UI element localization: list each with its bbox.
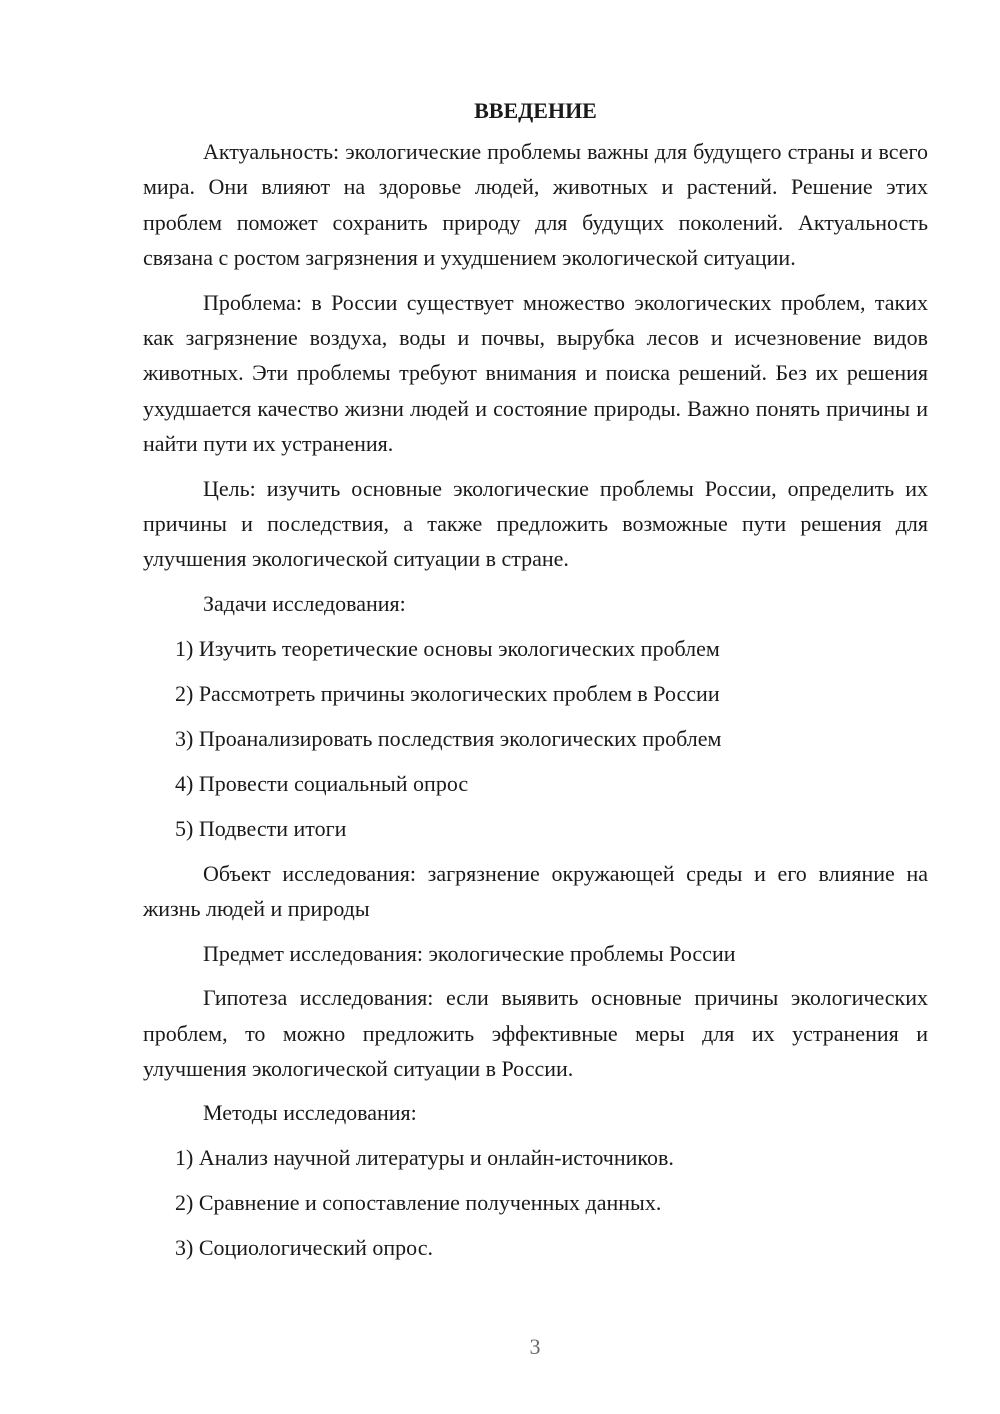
methods-label: Методы исследования: bbox=[203, 1100, 417, 1126]
list-item: 1) Анализ научной литературы и онлайн-источников. bbox=[175, 1145, 674, 1171]
page-content bbox=[143, 93, 928, 1275]
tasks-label: Задачи исследования: bbox=[203, 590, 406, 616]
list-item: 2) Сравнение и сопоставление полученных данных. bbox=[175, 1190, 662, 1216]
hypothesis-paragraph: Гипотеза исследования: если выявить основные причины экологических проблем, то можно предложить эффективные меры для их устранения и улучшения экологической ситуации в России. bbox=[143, 985, 928, 1081]
tasks-list bbox=[143, 631, 928, 846]
list-item: 2) Рассмотреть причины экологических проблем в России bbox=[175, 680, 720, 706]
subject-paragraph: Предмет исследования: экологические проблемы России bbox=[203, 940, 736, 966]
goal-paragraph: Цель: изучить основные экологические проблемы России, определить их причины и последствия, а также предложить возможные пути решения для улучшения экологической ситуации в стране. bbox=[143, 475, 928, 572]
object-paragraph: Объект исследования: загрязнение окружающей среды и его влияние на жизнь людей и природы bbox=[143, 860, 928, 922]
list-item: 3) Социологический опрос. bbox=[175, 1235, 433, 1261]
methods-list bbox=[143, 1140, 928, 1265]
relevance-paragraph: Актуальность: экологические проблемы важны для будущего страны и всего мира. Они влияют на здоровье людей, животных и растений. Решение этих проблем поможет сохранить природу для будущих поколений. Актуальность связана с ростом загрязнения и ухудшением экологической ситуации. bbox=[143, 139, 928, 271]
list-item: 5) Подвести итоги bbox=[175, 815, 347, 841]
list-item: 1) Изучить теоретические основы экологических проблем bbox=[175, 635, 720, 661]
list-item: 4) Провести социальный опрос bbox=[175, 770, 469, 796]
section-heading: ВВЕДЕНИЕ bbox=[474, 98, 597, 123]
list-item: 3) Проанализировать последствия экологических проблем bbox=[175, 725, 722, 751]
problem-paragraph: Проблема: в России существует множество экологических проблем, таких как загрязнение воздуха, воды и почвы, вырубка лесов и исчезновение видов животных. Эти проблемы требуют внимания и поиска решений. Без их решения ухудшается качество жизни людей и состояние природы. Важно понять причины и найти пути их устранения. bbox=[143, 289, 928, 457]
page-number: 3 bbox=[529, 1334, 541, 1359]
